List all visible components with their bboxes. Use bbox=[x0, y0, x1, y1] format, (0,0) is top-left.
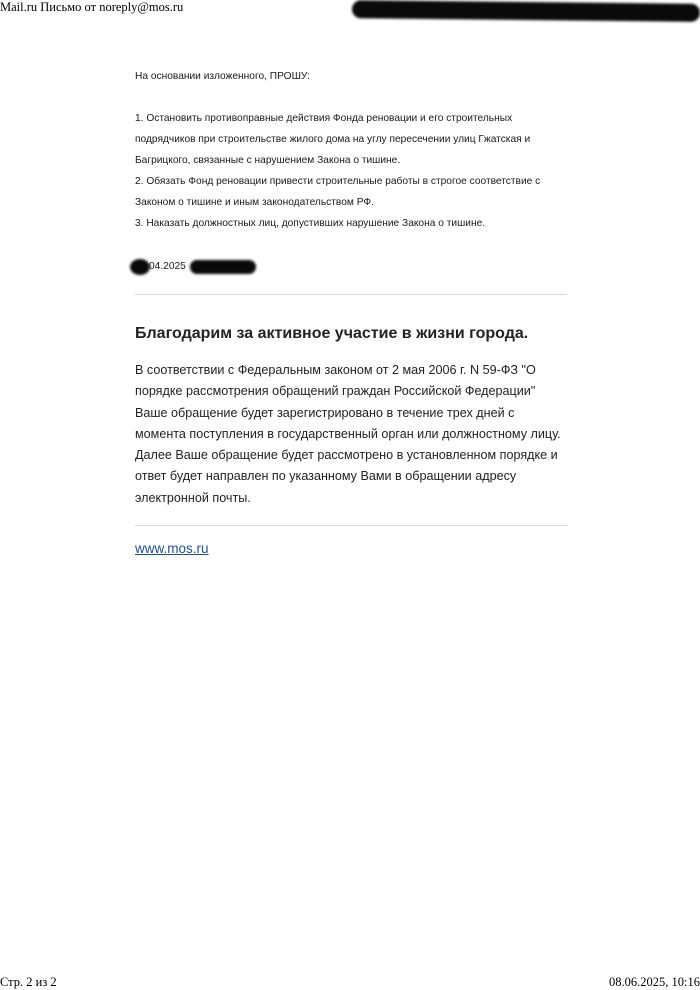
redaction-mark bbox=[190, 260, 256, 274]
thanks-paragraph: В соответствии с Федеральным законом от 2 мая 2006 г. N 59-ФЗ "О порядке рассмотрения обращений граждан Российской Федерации" Ваше обращение будет зарегистрировано в течение трех дней с момента поступления в государственный орган или должностному лицу. Далее Ваше обращение будет рассмотрено в установленном порядке и ответ будет направлен по указанному Вами в обращении адресу электронной почты. bbox=[135, 363, 561, 505]
page-counter: Стр. 2 из 2 bbox=[0, 975, 57, 989]
redaction-mark bbox=[130, 259, 150, 275]
request-intro: На основании изложенного, ПРОШУ: bbox=[135, 71, 311, 82]
request-item: 2. Обязать Фонд реновации привести строительные работы в строгое соответствие с Законом о тишине и иным законодательством РФ. bbox=[135, 176, 541, 208]
print-datetime: 08.06.2025, 10:16 bbox=[609, 975, 700, 989]
mos-ru-link[interactable]: www.mos.ru bbox=[135, 541, 209, 557]
redaction-mark bbox=[352, 0, 700, 22]
section-divider bbox=[135, 525, 567, 526]
request-date: 04.2025 bbox=[149, 261, 186, 272]
section-divider bbox=[135, 294, 567, 295]
letter-body bbox=[135, 66, 567, 559]
signature-date-line bbox=[135, 256, 567, 278]
request-item: 1. Остановить противоправные действия Фонда реновации и его строительных подрядчиков при строительстве жилого дома на углу пересечении улиц Гжатская и Багрицкого, связанные с нарушением Закона о тишине. bbox=[135, 113, 531, 166]
request-list bbox=[135, 108, 567, 234]
request-item: 3. Наказать должностных лиц, допустивших нарушение Закона о тишине. bbox=[135, 218, 486, 229]
print-header-title: Mail.ru Письмо от noreply@mos.ru bbox=[0, 0, 184, 14]
thanks-heading: Благодарим за активное участие в жизни города. bbox=[135, 325, 529, 342]
